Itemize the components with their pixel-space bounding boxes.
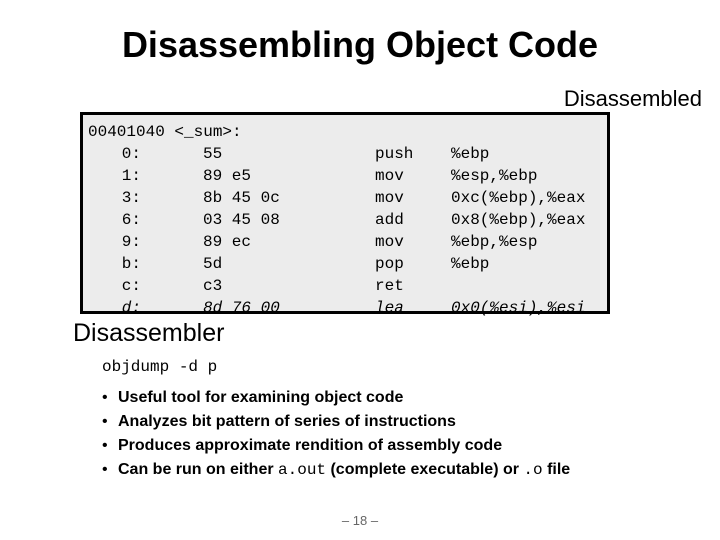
code-row [83, 187, 607, 209]
code-header-line [83, 121, 607, 143]
bullet-glyph: • [102, 437, 108, 454]
bullet-list [102, 386, 570, 482]
bullet-text: Analyzes bit pattern of series of instructions [118, 413, 456, 430]
list-item [102, 458, 570, 482]
code-opcode: mov [375, 233, 404, 251]
list-item [102, 386, 570, 410]
code-offset: d: [121, 299, 141, 317]
code-bytes: 8d 76 00 [203, 299, 280, 317]
bullet-glyph: • [102, 461, 108, 478]
code-operands: 0xc(%ebp),%eax [451, 189, 586, 207]
code-row [83, 253, 607, 275]
code-offset: 0: [121, 145, 141, 163]
code-opcode: mov [375, 167, 404, 185]
inline-code: .o [523, 461, 543, 479]
bullet-glyph: • [102, 413, 108, 430]
code-row [83, 297, 607, 319]
code-offset: 6: [121, 211, 141, 229]
code-bytes: 8b 45 0c [203, 189, 280, 207]
disassembler-heading: Disassembler [73, 319, 225, 347]
code-bytes: 55 [203, 145, 223, 163]
code-operands: %esp,%ebp [451, 167, 538, 185]
list-item [102, 410, 570, 434]
bullet-text: Useful tool for examining object code [118, 389, 404, 406]
disassembly-listing [80, 112, 610, 317]
code-opcode: lea [375, 299, 404, 317]
bullet-glyph: • [102, 389, 108, 406]
code-operands: 0x8(%ebp),%eax [451, 211, 586, 229]
code-row [83, 231, 607, 253]
code-row [83, 275, 607, 297]
code-offset: 9: [121, 233, 141, 251]
code-operands: %ebp [451, 145, 490, 163]
code-offset: c: [121, 277, 141, 295]
code-opcode: push [375, 145, 414, 163]
objdump-command: objdump -d p [102, 358, 218, 376]
slide-title: Disassembling Object Code [121, 24, 599, 65]
code-operands: 0x0(%esi),%esi [451, 299, 586, 317]
function-header: 00401040 <_sum>: [88, 123, 242, 141]
section-label-disassembled [0, 86, 702, 112]
code-bytes: c3 [203, 277, 223, 295]
code-opcode: add [375, 211, 404, 229]
bullet-text: (complete executable) or [326, 461, 524, 478]
bullet-text: Produces approximate rendition of assembly code [118, 437, 503, 454]
code-offset: 3: [121, 189, 141, 207]
code-bytes: 89 ec [203, 233, 252, 251]
code-operands: %ebp,%esp [451, 233, 538, 251]
code-bytes: 89 e5 [203, 167, 252, 185]
code-offset: b: [121, 255, 141, 273]
code-bytes: 03 45 08 [203, 211, 280, 229]
code-opcode: ret [375, 277, 404, 295]
code-row [83, 165, 607, 187]
code-row [83, 143, 607, 165]
bullet-text: Can be run on either [118, 461, 279, 478]
inline-code: a.out [278, 461, 327, 479]
page-number: – 18 – [341, 513, 379, 528]
bullet-text: file [542, 461, 571, 478]
subtitle-text: Disassembled [563, 86, 702, 111]
code-opcode: mov [375, 189, 404, 207]
code-operands: %ebp [451, 255, 490, 273]
code-row [83, 209, 607, 231]
list-item [102, 434, 570, 458]
code-opcode: pop [375, 255, 404, 273]
code-bytes: 5d [203, 255, 223, 273]
code-offset: 1: [121, 167, 141, 185]
